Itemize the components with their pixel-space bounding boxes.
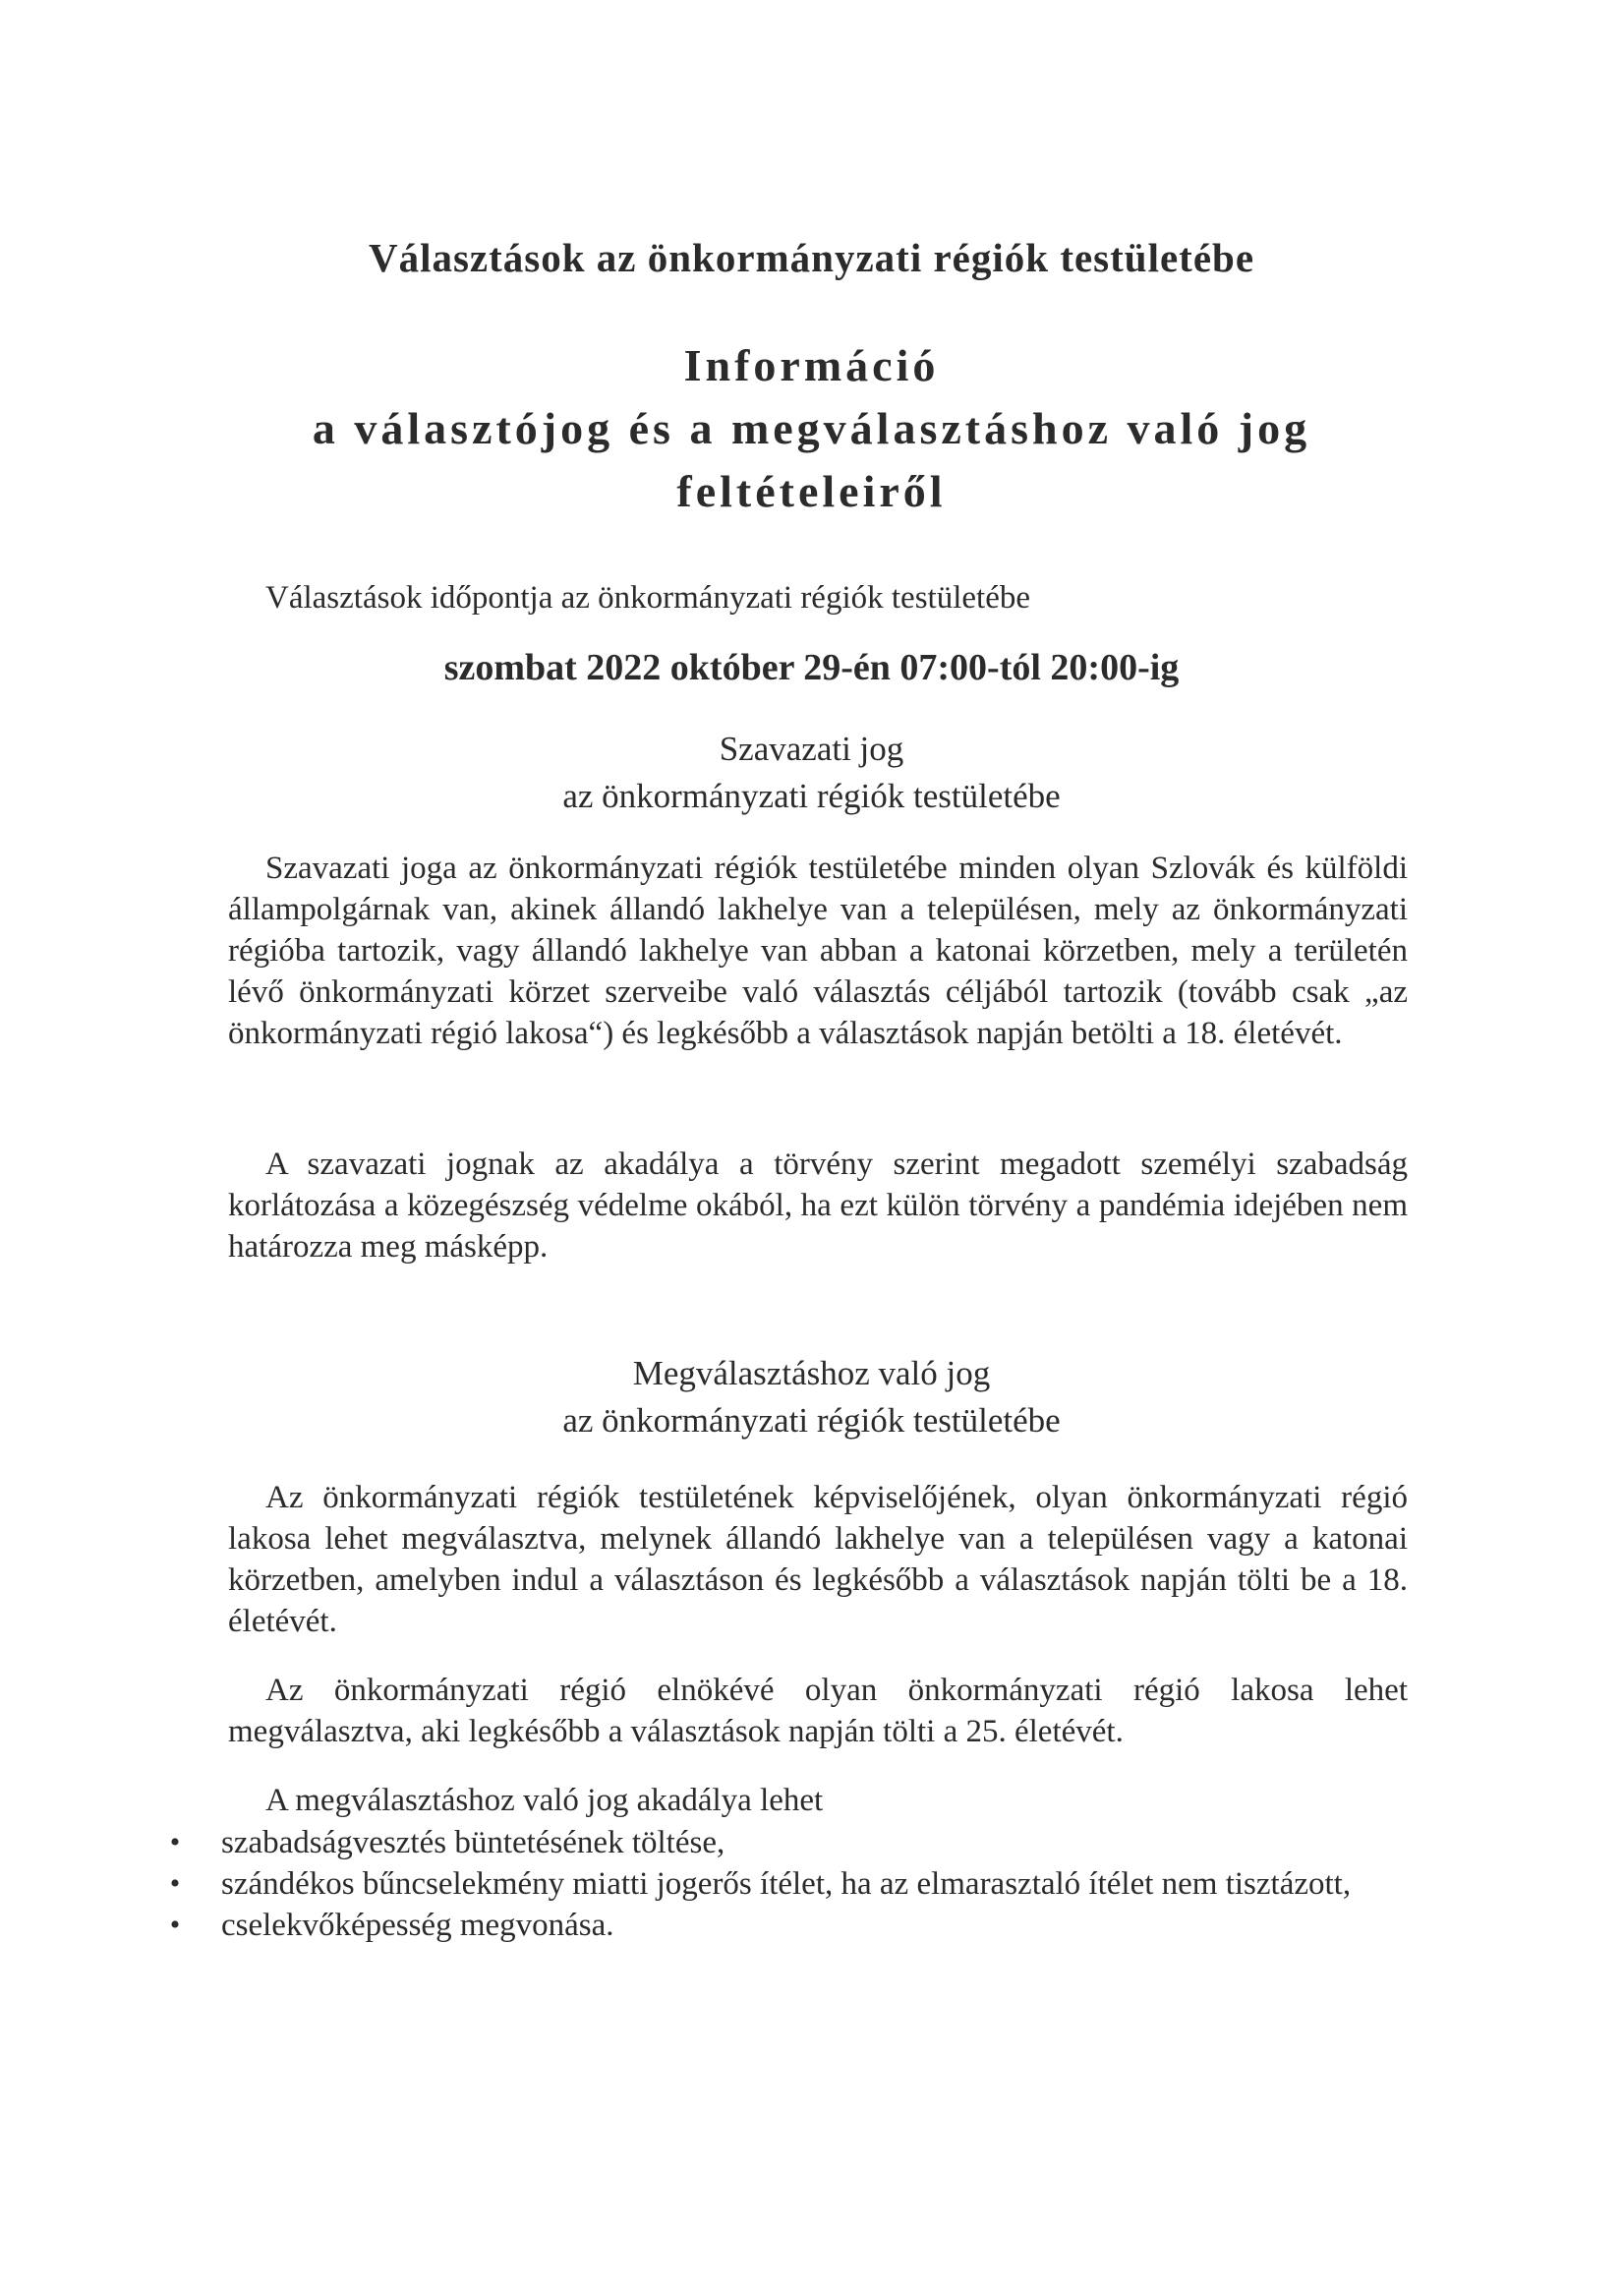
list-item — [165, 1905, 1409, 1946]
info-heading — [0, 334, 1623, 523]
eligibility-heading-line2: az önkormányzati régiók testületébe — [562, 1401, 1061, 1440]
bullet-icon: • — [169, 1867, 181, 1900]
info-heading-line3: feltételeiről — [676, 466, 947, 516]
paragraph-text: A szavazati jognak az akadálya a törvény szerint megadott személyi szabadság korlátozása a közegészség védelme okából, ha ezt külön törvény a pandémia idejében nem határozza meg másképp. — [228, 1147, 1408, 1265]
obstacles-intro — [228, 1780, 1408, 1821]
voting-right-heading-line2: az önkormányzati régiók testületébe — [562, 777, 1061, 815]
document-title: Választások az önkormányzati régiók testületébe — [368, 235, 1255, 280]
voting-right-heading-line1: Szavazati jog — [719, 730, 904, 768]
paragraph-text: Az önkormányzati régió elnökévé olyan önkormányzati régió lakosa lehet megválasztva, aki legkésőbb a választások napján tölti a 25. életévét. — [228, 1673, 1408, 1749]
eligibility-heading-line1: Megválasztáshoz való jog — [632, 1354, 991, 1392]
paragraph-text: A megválasztáshoz való jog akadálya lehet — [265, 1783, 824, 1818]
info-heading-line2: a választójog és a megválasztáshoz való jog — [312, 403, 1311, 453]
paragraph-text: Szavazati joga az önkormányzati régiók testületébe minden olyan Szlovák és külföldi állampolgárnak van, akinek állandó lakhelye van a településen, mely az önkormányzati régióba tartozik, vagy állandó lakhelye van abban a katonai körzetben, mely a területén lévő önkormányzati körzet szerveibe való választás céljából tartozik (tovább csak „az önkormányzati régió lakosa“) és legkésőbb a választások napján betölti a 18. életévét. — [228, 851, 1408, 1051]
list-item — [165, 1822, 1409, 1863]
eligibility-heading — [0, 1350, 1623, 1444]
voting-right-paragraph-1 — [228, 848, 1408, 1054]
election-date-value: szombat 2022 október 29-én 07:00-tól 20:00-ig — [443, 647, 1180, 688]
info-heading-line1: Információ — [683, 340, 940, 390]
obstacles-list — [165, 1822, 1409, 1946]
list-item — [165, 1863, 1409, 1905]
eligibility-paragraph-1 — [228, 1477, 1408, 1642]
list-item-text: cselekvőképesség megvonása. — [221, 1908, 614, 1943]
list-item-text: szabadságvesztés büntetésének töltése, — [221, 1825, 725, 1860]
eligibility-paragraph-2 — [228, 1670, 1408, 1752]
voting-right-heading — [0, 726, 1623, 820]
paragraph-text: Az önkormányzati régiók testületének képviselőjének, olyan önkormányzati régió lakosa lehet megválasztva, melynek állandó lakhelye van a településen vagy a katonai körzetben, amelyben indul a választáson és legkésőbb a választások napján tölti be a 18. életévét. — [228, 1480, 1408, 1639]
bullet-icon: • — [169, 1909, 181, 1941]
list-item-text: szándékos bűncselekmény miatti jogerős ítélet, ha az elmarasztaló ítélet nem tisztázott, — [221, 1866, 1352, 1902]
voting-right-paragraph-2 — [228, 1144, 1408, 1267]
bullet-icon: • — [169, 1826, 181, 1858]
election-date-intro: Választások időpontja az önkormányzati régiók testületébe — [265, 580, 1030, 616]
